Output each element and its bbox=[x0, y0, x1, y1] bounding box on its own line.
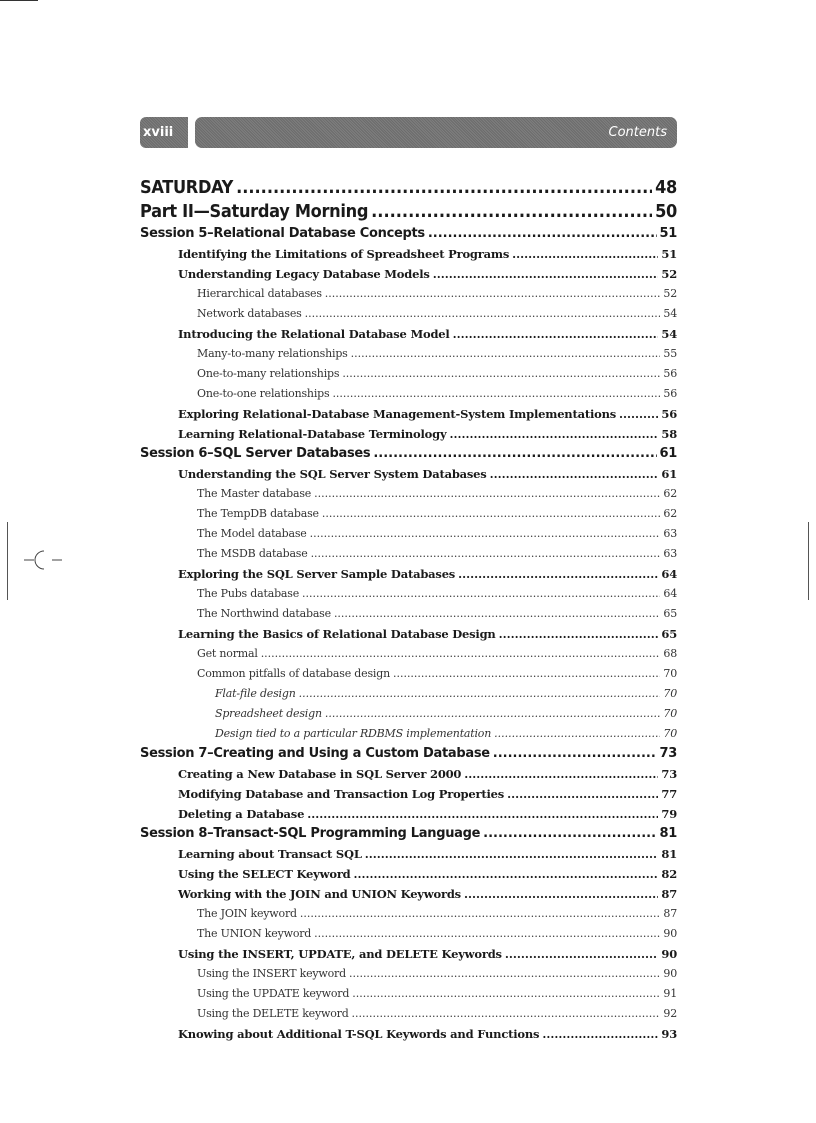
toc-entry-title: Introducing the Relational Database Model bbox=[178, 324, 452, 344]
toc-entry-page: 68 bbox=[661, 644, 677, 664]
toc-entry-page: 50 bbox=[655, 201, 677, 222]
toc-entry-page: 90 bbox=[661, 924, 677, 944]
toc-entry-session[interactable] bbox=[140, 744, 677, 764]
toc-entry-b[interactable] bbox=[140, 904, 677, 924]
dot-leader bbox=[310, 524, 661, 544]
toc-entry-b[interactable] bbox=[140, 664, 677, 684]
dot-leader bbox=[428, 224, 657, 244]
toc-entry-b[interactable] bbox=[140, 984, 677, 1004]
toc-entry-title: Session 5–Relational Database Concepts bbox=[140, 224, 427, 244]
toc-entry-page: 61 bbox=[659, 464, 677, 484]
toc-entry-title: Exploring the SQL Server Sample Databases bbox=[178, 564, 457, 584]
dot-leader bbox=[619, 404, 658, 424]
toc-entry-a[interactable] bbox=[140, 424, 677, 444]
crop-mark-top-left bbox=[0, 0, 38, 1]
toc-entry-title: Exploring Relational-Database Management-System Implementations bbox=[178, 404, 618, 424]
dot-leader bbox=[499, 624, 659, 644]
dot-leader bbox=[325, 704, 661, 724]
toc-entry-page: 56 bbox=[659, 404, 677, 424]
dot-leader bbox=[352, 984, 660, 1004]
toc-entry-b[interactable] bbox=[140, 544, 677, 564]
toc-entry-title: Using the DELETE keyword bbox=[197, 1004, 351, 1024]
toc-entry-b[interactable] bbox=[140, 604, 677, 624]
toc-entry-title: Learning the Basics of Relational Database Design bbox=[178, 624, 498, 644]
registration-mark-icon bbox=[24, 548, 62, 572]
toc-entry-title: Common pitfalls of database design bbox=[197, 664, 392, 684]
dot-leader bbox=[507, 784, 658, 804]
toc-entry-b[interactable] bbox=[140, 584, 677, 604]
toc-entry-title: Many-to-many relationships bbox=[197, 344, 350, 364]
dot-leader bbox=[433, 264, 659, 284]
toc-entry-part[interactable] bbox=[140, 200, 677, 224]
toc-entry-page: 56 bbox=[661, 384, 677, 404]
dot-leader bbox=[314, 924, 660, 944]
dot-leader bbox=[490, 464, 659, 484]
toc-entry-title: Flat-file design bbox=[215, 684, 298, 704]
dot-leader bbox=[449, 424, 658, 444]
toc-entry-a[interactable] bbox=[140, 564, 677, 584]
toc-entry-c[interactable] bbox=[140, 724, 677, 744]
toc-entry-a[interactable] bbox=[140, 264, 677, 284]
toc-entry-b[interactable] bbox=[140, 384, 677, 404]
toc-entry-title: SATURDAY bbox=[140, 177, 234, 198]
toc-entry-b[interactable] bbox=[140, 284, 677, 304]
toc-entry-page: 73 bbox=[659, 764, 677, 784]
toc-entry-title: The Northwind database bbox=[197, 604, 333, 624]
toc-entry-title: Spreadsheet design bbox=[215, 704, 324, 724]
toc-entry-page: 92 bbox=[661, 1004, 677, 1024]
toc-entry-title: Session 8–Transact-SQL Programming Language bbox=[140, 824, 482, 844]
toc-entry-title: Get normal bbox=[197, 644, 260, 664]
toc-entry-title: Hierarchical databases bbox=[197, 284, 324, 304]
dot-leader bbox=[365, 844, 659, 864]
toc-entry-title: Understanding Legacy Database Models bbox=[178, 264, 432, 284]
dot-leader bbox=[354, 864, 659, 884]
toc-entry-b[interactable] bbox=[140, 304, 677, 324]
dot-leader bbox=[453, 324, 659, 344]
dot-leader bbox=[349, 964, 660, 984]
toc-entry-title: Identifying the Limitations of Spreadsheet Programs bbox=[178, 244, 511, 264]
toc-entry-page: 70 bbox=[661, 704, 677, 724]
toc-entry-title: Using the UPDATE keyword bbox=[197, 984, 351, 1004]
toc-entry-page: 87 bbox=[659, 884, 677, 904]
toc-entry-page: 62 bbox=[661, 484, 677, 504]
toc-entry-a[interactable] bbox=[140, 784, 677, 804]
dot-leader bbox=[371, 200, 652, 224]
toc-entry-session[interactable] bbox=[140, 824, 677, 844]
toc-entry-title: Understanding the SQL Server System Databases bbox=[178, 464, 489, 484]
toc-entry-title: Working with the JOIN and UNION Keywords bbox=[178, 884, 463, 904]
dot-leader bbox=[458, 564, 658, 584]
toc-entry-title: Deleting a Database bbox=[178, 804, 306, 824]
page-number: xviii bbox=[140, 117, 188, 148]
dot-leader bbox=[542, 1024, 658, 1044]
toc-entry-a[interactable] bbox=[140, 244, 677, 264]
toc-entry-page: 58 bbox=[659, 424, 677, 444]
toc-entry-title: One-to-many relationships bbox=[197, 364, 341, 384]
running-title: Contents bbox=[195, 117, 677, 148]
dot-leader bbox=[373, 444, 656, 464]
toc-entry-page: 81 bbox=[659, 844, 677, 864]
toc-entry-page: 48 bbox=[655, 177, 677, 198]
toc-entry-title: Knowing about Additional T-SQL Keywords and Functions bbox=[178, 1024, 541, 1044]
toc-entry-page: 87 bbox=[661, 904, 677, 924]
toc-entry-title: The Master database bbox=[197, 484, 313, 504]
toc-entry-a[interactable] bbox=[140, 864, 677, 884]
dot-leader bbox=[351, 344, 661, 364]
toc-entry-page: 56 bbox=[661, 364, 677, 384]
dot-leader bbox=[393, 664, 660, 684]
toc-entry-title: Learning about Transact SQL bbox=[178, 844, 364, 864]
toc-entry-page: 51 bbox=[658, 224, 678, 244]
dot-leader bbox=[299, 684, 661, 704]
toc-entry-title: Session 6–SQL Server Databases bbox=[140, 444, 372, 464]
toc-entry-page: 64 bbox=[659, 564, 677, 584]
toc-entry-day[interactable] bbox=[140, 176, 677, 200]
toc-entry-a[interactable] bbox=[140, 764, 677, 784]
dot-leader bbox=[322, 504, 661, 524]
toc-entry-a[interactable] bbox=[140, 804, 677, 824]
toc-entry-title: Using the INSERT keyword bbox=[197, 964, 348, 984]
toc-entry-page: 65 bbox=[659, 624, 677, 644]
dot-leader bbox=[325, 284, 661, 304]
toc-entry-page: 63 bbox=[661, 544, 677, 564]
toc-entry-session[interactable] bbox=[140, 444, 677, 464]
toc-entry-c[interactable] bbox=[140, 684, 677, 704]
toc-entry-title: One-to-one relationships bbox=[197, 384, 331, 404]
toc-entry-page: 64 bbox=[661, 584, 677, 604]
dot-leader bbox=[483, 824, 656, 844]
toc-entry-title: The TempDB database bbox=[197, 504, 321, 524]
toc-entry-page: 54 bbox=[661, 304, 677, 324]
toc-entry-title: Part II—Saturday Morning bbox=[140, 201, 369, 222]
toc-entry-page: 79 bbox=[659, 804, 677, 824]
toc-entry-a[interactable] bbox=[140, 624, 677, 644]
toc-entry-title: The Pubs database bbox=[197, 584, 301, 604]
toc-entry-b[interactable] bbox=[140, 1004, 677, 1024]
dot-leader bbox=[334, 604, 660, 624]
toc-entry-a[interactable] bbox=[140, 1024, 677, 1044]
toc-entry-page: 61 bbox=[658, 444, 678, 464]
toc-entry-page: 73 bbox=[658, 744, 678, 764]
toc-entry-title: Creating a New Database in SQL Server 2000 bbox=[178, 764, 463, 784]
toc-entry-page: 65 bbox=[661, 604, 677, 624]
toc-entry-c[interactable] bbox=[140, 704, 677, 724]
dot-leader bbox=[464, 884, 658, 904]
toc-entry-page: 70 bbox=[661, 684, 677, 704]
toc-entry-title: Session 7–Creating and Using a Custom Database bbox=[140, 744, 492, 764]
toc-entry-page: 70 bbox=[661, 724, 677, 744]
dot-leader bbox=[493, 744, 657, 764]
toc-entry-b[interactable] bbox=[140, 964, 677, 984]
dot-leader bbox=[342, 364, 660, 384]
toc-entry-a[interactable] bbox=[140, 464, 677, 484]
toc-entry-title: The Model database bbox=[197, 524, 309, 544]
dot-leader bbox=[261, 644, 661, 664]
toc-entry-title: The UNION keyword bbox=[197, 924, 313, 944]
crop-mark-left-edge bbox=[7, 522, 8, 600]
page-header bbox=[140, 117, 677, 148]
toc-entry-b[interactable] bbox=[140, 524, 677, 544]
toc-entry-title: Using the SELECT Keyword bbox=[178, 864, 353, 884]
crop-mark-right-edge bbox=[808, 522, 809, 600]
toc-entry-page: 63 bbox=[661, 524, 677, 544]
dot-leader bbox=[300, 904, 661, 924]
toc-entry-b[interactable] bbox=[140, 644, 677, 664]
dot-leader bbox=[332, 384, 660, 404]
toc-entry-a[interactable] bbox=[140, 844, 677, 864]
toc-entry-a[interactable] bbox=[140, 944, 677, 964]
toc-entry-title: Design tied to a particular RDBMS implementation bbox=[215, 724, 493, 744]
toc-entry-page: 62 bbox=[661, 504, 677, 524]
toc-entry-page: 52 bbox=[661, 284, 677, 304]
toc-entry-b[interactable] bbox=[140, 484, 677, 504]
dot-leader bbox=[236, 176, 652, 200]
dot-leader bbox=[494, 724, 660, 744]
toc-entry-page: 93 bbox=[659, 1024, 677, 1044]
dot-leader bbox=[302, 584, 660, 604]
toc-entry-b[interactable] bbox=[140, 364, 677, 384]
dot-leader bbox=[311, 544, 661, 564]
toc-entry-title: Network databases bbox=[197, 304, 304, 324]
toc-entry-page: 91 bbox=[661, 984, 677, 1004]
dot-leader bbox=[307, 804, 658, 824]
toc-entry-page: 90 bbox=[661, 964, 677, 984]
toc-entry-b[interactable] bbox=[140, 504, 677, 524]
dot-leader bbox=[314, 484, 660, 504]
toc-entry-page: 81 bbox=[658, 824, 678, 844]
dot-leader bbox=[505, 944, 659, 964]
dot-leader bbox=[305, 304, 661, 324]
toc-entry-page: 55 bbox=[661, 344, 677, 364]
toc-entry-page: 77 bbox=[659, 784, 677, 804]
toc-entry-page: 70 bbox=[661, 664, 677, 684]
table-of-contents bbox=[140, 176, 677, 1044]
toc-entry-title: Using the INSERT, UPDATE, and DELETE Keywords bbox=[178, 944, 504, 964]
dot-leader bbox=[464, 764, 658, 784]
toc-entry-page: 90 bbox=[659, 944, 677, 964]
toc-entry-page: 82 bbox=[659, 864, 677, 884]
toc-entry-a[interactable] bbox=[140, 324, 677, 344]
toc-entry-page: 52 bbox=[659, 264, 677, 284]
toc-entry-b[interactable] bbox=[140, 924, 677, 944]
dot-leader bbox=[352, 1004, 661, 1024]
toc-entry-title: The MSDB database bbox=[197, 544, 310, 564]
toc-entry-a[interactable] bbox=[140, 404, 677, 424]
toc-entry-title: Modifying Database and Transaction Log Properties bbox=[178, 784, 506, 804]
toc-entry-b[interactable] bbox=[140, 344, 677, 364]
toc-entry-session[interactable] bbox=[140, 224, 677, 244]
toc-entry-a[interactable] bbox=[140, 884, 677, 904]
dot-leader bbox=[512, 244, 658, 264]
toc-entry-page: 51 bbox=[659, 244, 677, 264]
toc-entry-page: 54 bbox=[659, 324, 677, 344]
toc-entry-title: The JOIN keyword bbox=[197, 904, 299, 924]
toc-entry-title: Learning Relational-Database Terminology bbox=[178, 424, 448, 444]
